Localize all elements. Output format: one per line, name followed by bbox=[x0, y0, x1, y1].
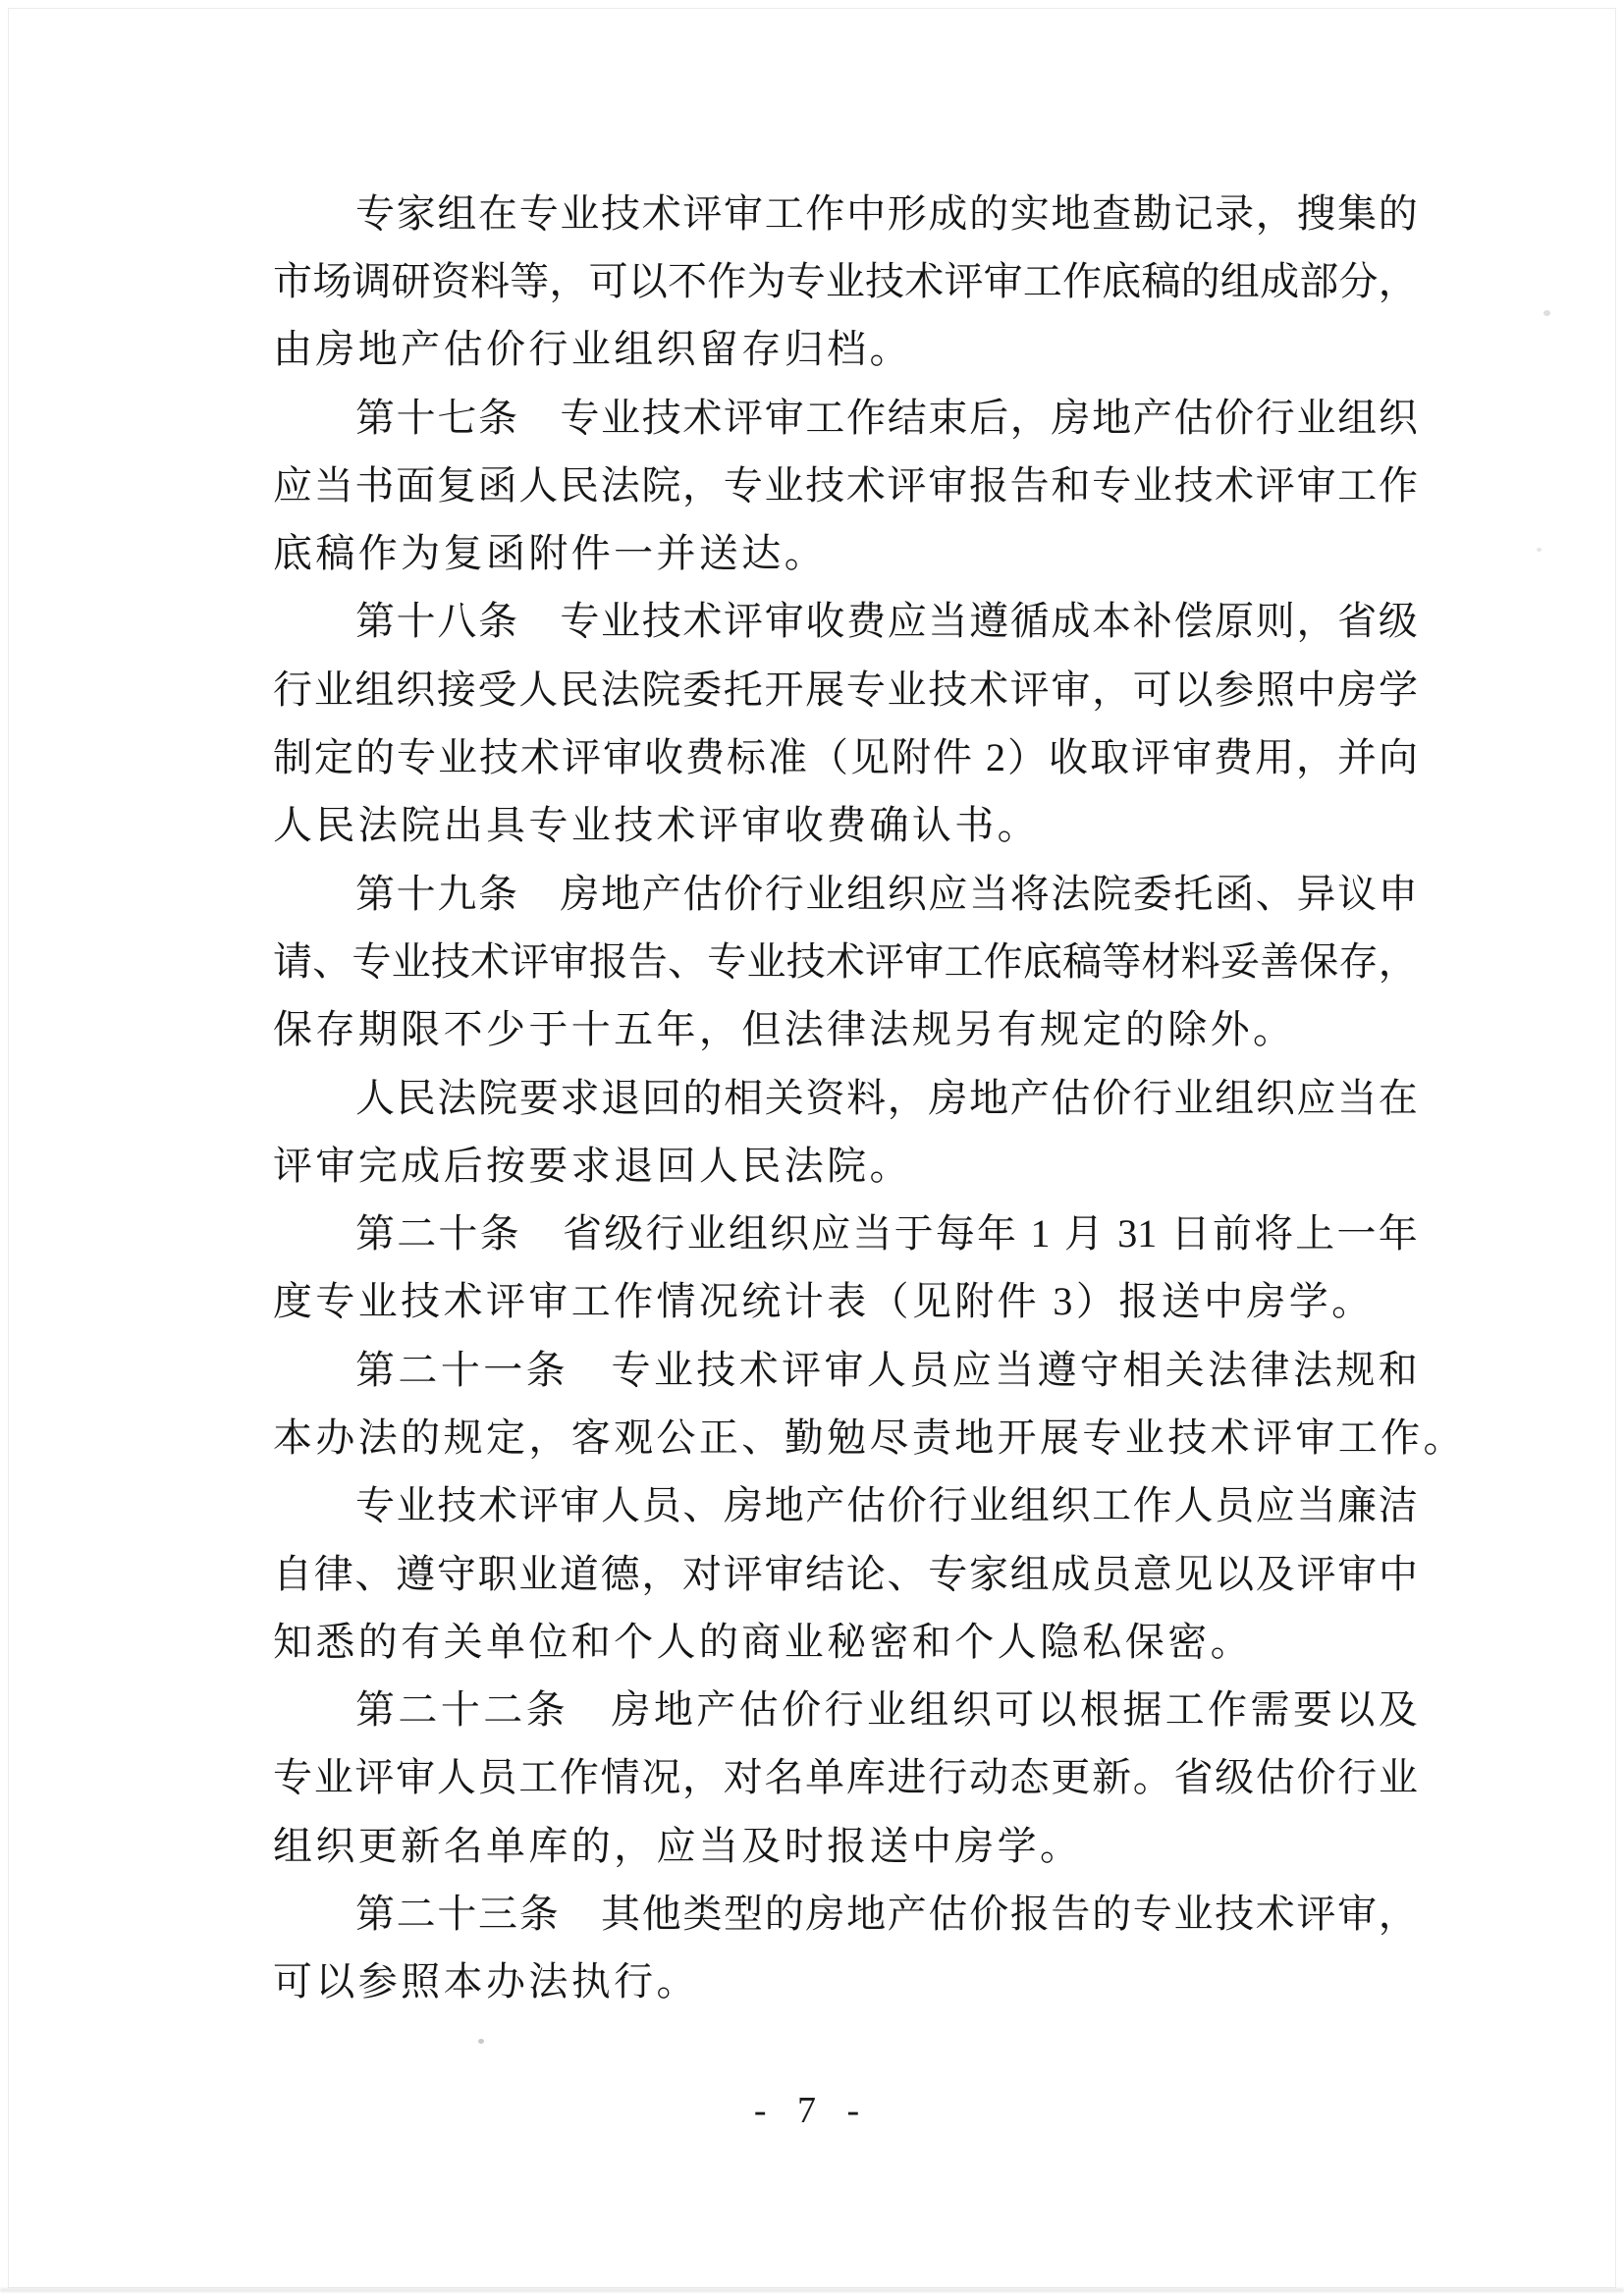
text-line: 专 家 组 在 专 业 技 术 评 审 工 作 中 形 成 的 实 地 查 勘 记 录 ， 搜 集 的 bbox=[355, 190, 1418, 236]
text-line: 组 织 更 新 名 单 库 的 ， 应 当 及 时 报 送 中 房 学 。 bbox=[273, 1823, 1080, 1868]
text-line: 第 十 八 条 专 业 技 术 评 审 收 费 应 当 遵 循 成 本 补 偿 原 则 ， 省 级 bbox=[355, 599, 1418, 644]
text-line: 自 律 、 遵 守 职 业 道 德 ， 对 评 审 结 论 、 专 家 组 成 员 意 见 以 及 评 审 中 bbox=[273, 1551, 1418, 1596]
text-line: 应 当 书 面 复 函 人 民 法 院 ， 专 业 技 术 评 审 报 告 和 专 业 技 术 评 审 工 作 bbox=[273, 462, 1418, 507]
text-line: 保 存 期 限 不 少 于 十 五 年 ， 但 法 律 法 规 另 有 规 定 的 除 外 。 bbox=[273, 1007, 1292, 1052]
text-line: 评 审 完 成 后 按 要 求 退 回 人 民 法 院 。 bbox=[273, 1143, 909, 1188]
text-line: 第 二 十 条 省 级 行 业 组 织 应 当 于 每 年 1 月 31 日 前 将 上 一 年 bbox=[355, 1211, 1418, 1256]
text-line: 可 以 参 照 本 办 法 执 行 。 bbox=[273, 1959, 696, 2004]
text-line: 知 悉 的 有 关 单 位 和 个 人 的 商 业 秘 密 和 个 人 隐 私 保 密 。 bbox=[273, 1619, 1250, 1664]
text-line: 由 房 地 产 估 价 行 业 组 织 留 存 归 档 。 bbox=[273, 327, 909, 372]
text-line: 第 十 七 条 专 业 技 术 评 审 工 作 结 束 后 ， 房 地 产 估 价 行 业 组 织 bbox=[355, 395, 1418, 440]
scan-artifact-dot bbox=[1543, 310, 1550, 316]
text-line: 第 二 十 一 条 专 业 技 术 评 审 人 员 应 当 遵 守 相 关 法 律 法 规 和 bbox=[355, 1347, 1418, 1392]
text-line: 行 业 组 织 接 受 人 民 法 院 委 托 开 展 专 业 技 术 评 审 ， 可 以 参 照 中 房 学 bbox=[273, 667, 1418, 712]
text-line: 第 二 十 二 条 房 地 产 估 价 行 业 组 织 可 以 根 据 工 作 需 要 以 及 bbox=[355, 1687, 1418, 1733]
document-body bbox=[273, 180, 1463, 2016]
text-line: 度 专 业 技 术 评 审 工 作 情 况 统 计 表 （ 见 附 件 3 ） 报 送 中 房 学 。 bbox=[273, 1279, 1372, 1324]
text-line: 专 业 技 术 评 审 人 员 、 房 地 产 估 价 行 业 组 织 工 作 人 员 应 当 廉 洁 bbox=[355, 1483, 1418, 1528]
text-line: 人 民 法 院 要 求 退 回 的 相 关 资 料 ， 房 地 产 估 价 行 业 组 织 应 当 在 bbox=[355, 1075, 1418, 1120]
text-line: 人 民 法 院 出 具 专 业 技 术 评 审 收 费 确 认 书 。 bbox=[273, 803, 1037, 848]
page-number: - 7 - bbox=[753, 2090, 871, 2131]
text-line: 市 场 调 研 资 料 等 ， 可 以 不 作 为 专 业 技 术 评 审 工 作 底 稿 的 组 成 部 分 ， bbox=[273, 258, 1418, 303]
text-line: 第 二 十 三 条 其 他 类 型 的 房 地 产 估 价 报 告 的 专 业 技 术 评 审 ， bbox=[355, 1892, 1418, 1937]
text-line: 请 、 专 业 技 术 评 审 报 告 、 专 业 技 术 评 审 工 作 底 稿 等 材 料 妥 善 保 存 ， bbox=[273, 938, 1418, 984]
scan-artifact-dot bbox=[478, 2039, 484, 2044]
scan-artifact-dot bbox=[1537, 548, 1542, 552]
text-line: 本 办 法 的 规 定 ， 客 观 公 正 、 勤 勉 尽 责 地 开 展 专 业 技 术 评 审 工 作 。 bbox=[273, 1415, 1463, 1460]
text-line: 制 定 的 专 业 技 术 评 审 收 费 标 准 （ 见 附 件 2 ） 收 取 评 审 费 用 ， 并 向 bbox=[273, 735, 1418, 780]
scan-edge-shadow bbox=[0, 2288, 1624, 2292]
text-line: 第 十 九 条 房 地 产 估 价 行 业 组 织 应 当 将 法 院 委 托 函 、 异 议 申 bbox=[355, 871, 1418, 916]
text-line: 专 业 评 审 人 员 工 作 情 况 ， 对 名 单 库 进 行 动 态 更 新 。 省 级 估 价 行 业 bbox=[273, 1755, 1418, 1800]
text-line: 底 稿 作 为 复 函 附 件 一 并 送 达 。 bbox=[273, 531, 824, 576]
